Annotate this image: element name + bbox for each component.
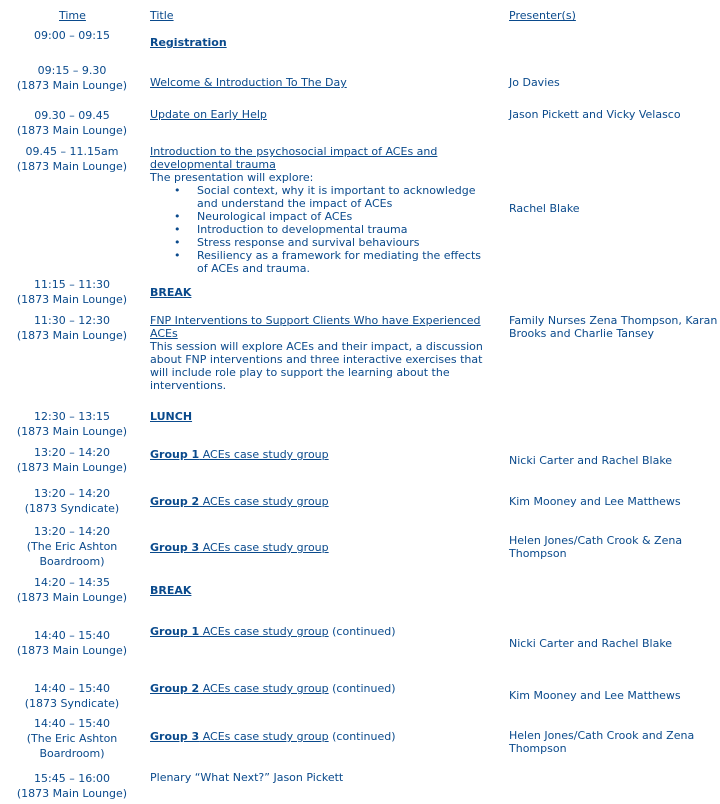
session-link-break[interactable]: BREAK	[150, 286, 192, 299]
time-cell: 11:30 – 12:30 (1873 Main Lounge)	[16, 314, 128, 342]
time-cell: 09.30 – 09.45 (1873 Main Lounge)	[16, 109, 128, 137]
time-cell: 11:15 – 11:30 (1873 Main Lounge)	[16, 278, 128, 306]
session-link-lunch[interactable]: LUNCH	[150, 410, 193, 423]
title-cell: Group 2 ACEs case study group (continued)	[150, 682, 396, 695]
time-cell: 12:30 – 13:15 (1873 Main Lounge)	[16, 410, 128, 438]
session-link-group-3-continued[interactable]: Group 3 ACEs case study group	[150, 730, 329, 743]
list-item: • Neurological impact of ACEs	[197, 210, 495, 223]
time-cell: 09.45 – 11.15am (1873 Main Lounge)	[16, 145, 128, 173]
session-link-break-2[interactable]: BREAK	[150, 584, 192, 597]
session-link-group-2-continued[interactable]: Group 2 ACEs case study group	[150, 682, 329, 695]
title-cell: Group 3 ACEs case study group (continued)	[150, 730, 396, 743]
title-cell	[150, 541, 495, 554]
presenter-cell: Nicki Carter and Rachel Blake	[509, 637, 673, 650]
title-cell	[150, 495, 495, 508]
list-item: • Social context, why it is important to acknowledge and understand the impact of ACEs	[197, 184, 495, 210]
session-link-group-1-continued[interactable]: Group 1 ACEs case study group	[150, 625, 329, 638]
title-cell	[150, 36, 495, 49]
presenter-cell: Nicki Carter and Rachel Blake	[509, 454, 673, 467]
title-cell	[150, 76, 495, 89]
session-link-early-help[interactable]: Update on Early Help	[150, 108, 267, 121]
title-cell	[150, 448, 495, 461]
presenter-cell: Family Nurses Zena Thompson, Karan Brooks and Charlie Tansey	[509, 314, 718, 340]
time-cell: 13:20 – 14:20 (The Eric Ashton Boardroom)	[26, 525, 118, 568]
session-link-group-2[interactable]: Group 2 ACEs case study group	[150, 495, 329, 508]
presenter-cell: Kim Mooney and Lee Matthews	[509, 689, 681, 702]
title-cell	[150, 286, 495, 299]
plenary-title: Plenary “What Next?” Jason Pickett	[150, 771, 344, 784]
session-link-group-1[interactable]: Group 1 ACEs case study group	[150, 448, 329, 461]
time-cell: 14:20 – 14:35 (1873 Main Lounge)	[16, 576, 128, 604]
title-cell	[150, 771, 495, 784]
session-link-registration[interactable]: Registration	[150, 36, 227, 49]
header-time: Time	[59, 9, 86, 22]
time-cell: 15:45 – 16:00 (1873 Main Lounge)	[16, 772, 128, 800]
header-title: Title	[150, 9, 174, 22]
session-bullet-list	[150, 184, 495, 275]
time-cell: 14:40 – 15:40 (1873 Main Lounge)	[16, 629, 128, 657]
time-cell: 09:00 – 09:15	[34, 29, 110, 42]
time-cell: 14:40 – 15:40 (The Eric Ashton Boardroom)	[26, 717, 118, 760]
presenter-cell: Helen Jones/Cath Crook and Zena Thompson	[509, 729, 695, 755]
title-cell	[150, 314, 495, 392]
session-description: This session will explore ACEs and their impact, a discussion about FNP interventions and three interactive exercises that will include role play to support the learning about the interventions.	[150, 340, 483, 392]
title-cell	[150, 584, 495, 597]
list-item: • Introduction to developmental trauma	[197, 223, 495, 236]
title-cell	[150, 410, 495, 423]
session-link-group-3[interactable]: Group 3 ACEs case study group	[150, 541, 329, 554]
presenter-cell: Jo Davies	[509, 76, 560, 89]
title-cell	[150, 108, 495, 121]
title-cell: Group 1 ACEs case study group (continued)	[150, 625, 396, 638]
presenter-cell: Kim Mooney and Lee Matthews	[509, 495, 681, 508]
time-cell: 13:20 – 14:20 (1873 Syndicate)	[24, 487, 120, 515]
time-cell: 13:20 – 14:20 (1873 Main Lounge)	[16, 446, 128, 474]
session-link-fnp[interactable]: FNP Interventions to Support Clients Who have Experienced ACEs	[150, 314, 481, 340]
presenter-cell: Rachel Blake	[509, 202, 580, 215]
session-link-welcome[interactable]: Welcome & Introduction To The Day	[150, 76, 347, 89]
title-cell	[150, 145, 495, 275]
list-item: • Resiliency as a framework for mediating the effects of ACEs and trauma.	[197, 249, 495, 275]
time-cell: 14:40 – 15:40 (1873 Syndicate)	[24, 682, 120, 710]
session-link-aces-intro[interactable]: Introduction to the psychosocial impact of ACEs and developmental trauma	[150, 145, 438, 171]
list-item: • Stress response and survival behaviours	[197, 236, 495, 249]
time-cell: 09:15 – 9.30 (1873 Main Lounge)	[16, 64, 128, 92]
presenter-cell: Jason Pickett and Vicky Velasco	[509, 108, 681, 121]
presenter-cell: Helen Jones/Cath Crook & Zena Thompson	[509, 534, 683, 560]
session-intro-text: The presentation will explore:	[150, 171, 314, 184]
header-presenters: Presenter(s)	[509, 9, 576, 22]
